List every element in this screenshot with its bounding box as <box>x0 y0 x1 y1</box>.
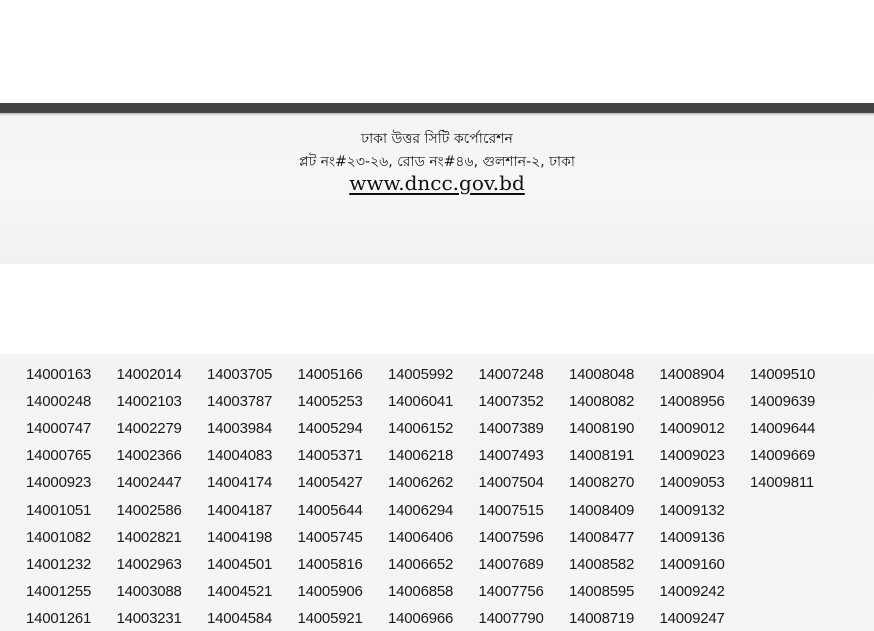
id-number: 14006858 <box>388 582 454 600</box>
id-number: 14007596 <box>478 528 544 546</box>
id-number: 14009132 <box>659 501 725 519</box>
id-number: 14008956 <box>659 393 725 411</box>
id-number: 14008582 <box>569 555 635 573</box>
id-number: 14009242 <box>659 582 725 600</box>
id-number: 14002014 <box>116 366 182 383</box>
id-number: 14001261 <box>26 609 92 627</box>
id-number: 14002103 <box>116 393 182 411</box>
id-number: 14008904 <box>659 366 725 383</box>
id-number: 14007248 <box>478 366 544 383</box>
organization-website-link[interactable]: www.dncc.gov.bd <box>349 171 525 195</box>
id-number: 14004187 <box>207 501 273 519</box>
id-number: 14009639 <box>750 393 816 411</box>
id-number: 14005294 <box>297 420 363 438</box>
id-number: 14004083 <box>207 447 273 465</box>
id-number: 14000163 <box>26 366 92 383</box>
id-number: 14005644 <box>297 501 363 519</box>
id-number: 14009160 <box>659 555 725 573</box>
id-number: 14009644 <box>750 420 816 438</box>
id-number: 14008477 <box>569 528 635 546</box>
id-number: 14008409 <box>569 501 635 519</box>
organization-address: প্লট নং#২৩-২৬, রোড নং#৪৬, গুলশান-২, ঢাকা <box>299 154 575 170</box>
id-number: 14006652 <box>388 555 454 573</box>
id-number: 14006406 <box>388 528 454 546</box>
id-number: 14007790 <box>478 609 544 627</box>
id-number: 14001232 <box>26 555 92 573</box>
id-number: 14009510 <box>750 366 816 383</box>
id-number: 14004198 <box>207 528 273 546</box>
id-number: 14006294 <box>388 501 454 519</box>
id-number: 14001082 <box>26 528 92 546</box>
id-number: 14005253 <box>297 393 363 411</box>
id-number: 14007515 <box>478 501 544 519</box>
id-number: 14004584 <box>207 609 273 627</box>
id-number: 14005427 <box>297 474 363 492</box>
id-number: 14009247 <box>659 609 725 627</box>
id-number: 14005745 <box>297 528 363 546</box>
id-number: 14003984 <box>207 420 273 438</box>
id-number: 14007504 <box>478 474 544 492</box>
header-rule <box>0 103 874 113</box>
id-number: 14001255 <box>26 582 92 600</box>
section-gap <box>0 264 874 354</box>
id-number: 14006218 <box>388 447 454 465</box>
id-number: 14008190 <box>569 420 635 438</box>
id-number: 14005921 <box>297 609 363 627</box>
id-number: 14000747 <box>26 420 92 438</box>
id-number: 14004501 <box>207 555 273 573</box>
id-number: 14007389 <box>478 420 544 438</box>
id-number: 14009012 <box>659 420 725 438</box>
id-number: 14008082 <box>569 393 635 411</box>
id-number: 14006152 <box>388 420 454 438</box>
id-number: 14004521 <box>207 582 273 600</box>
id-number: 14001051 <box>26 501 92 519</box>
id-number: 14008719 <box>569 609 635 627</box>
organization-name: ঢাকা উত্তর সিটি কর্পোরেশন <box>361 131 513 147</box>
id-number: 14009053 <box>659 474 725 492</box>
id-number: 14002447 <box>116 474 182 492</box>
id-number: 14006966 <box>388 609 454 627</box>
id-number: 14005906 <box>297 582 363 600</box>
id-number: 14008270 <box>569 474 635 492</box>
id-number: 14005992 <box>388 366 454 383</box>
id-number: 14002963 <box>116 555 182 573</box>
id-number: 14002279 <box>116 420 182 438</box>
id-number: 14007352 <box>478 393 544 411</box>
id-number: 14004174 <box>207 474 273 492</box>
id-number: 14003787 <box>207 393 273 411</box>
id-number: 14007756 <box>478 582 544 600</box>
id-number: 14003705 <box>207 366 273 383</box>
id-number: 14007493 <box>478 447 544 465</box>
id-number: 14005166 <box>297 366 363 383</box>
id-number: 14006262 <box>388 474 454 492</box>
id-number: 14003088 <box>116 582 182 600</box>
id-number: 14009811 <box>750 474 815 492</box>
id-number: 14003231 <box>116 609 182 627</box>
id-number: 14000248 <box>26 393 92 411</box>
id-number: 14008048 <box>569 366 635 383</box>
id-number: 14000765 <box>26 447 92 465</box>
id-number: 14002366 <box>116 447 182 465</box>
id-number: 14009136 <box>659 528 725 546</box>
id-number: 14009023 <box>659 447 725 465</box>
id-number: 14000923 <box>26 474 92 492</box>
id-number: 14006041 <box>388 393 454 411</box>
id-number: 14008595 <box>569 582 635 600</box>
id-number: 14005816 <box>297 555 363 573</box>
id-number: 14008191 <box>569 447 635 465</box>
id-number: 14009669 <box>750 447 816 465</box>
top-margin <box>0 0 874 103</box>
id-number: 14002586 <box>116 501 182 519</box>
id-number: 14002821 <box>116 528 182 546</box>
id-number: 14005371 <box>297 447 363 465</box>
id-number: 14007689 <box>478 555 544 573</box>
